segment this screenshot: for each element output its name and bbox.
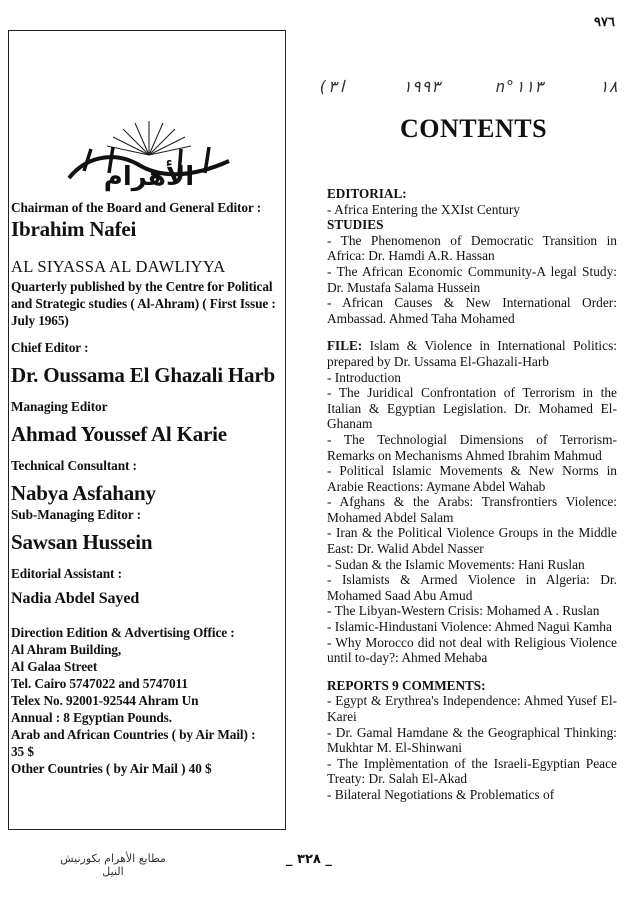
- handwritten-ref-2: ١٩٩٣: [401, 76, 441, 96]
- logo-text: الأهرام: [103, 162, 195, 192]
- chief-editor-label: Chief Editor :: [11, 340, 89, 355]
- toc-item: - The Implèmentation of the Israeli-Egyptian Peace Treaty: Dr. Salah El-Akad: [327, 755, 617, 787]
- toc-item: - Iran & the Political Violence Groups in the Middle East: Dr. Walid Abdel Nasser: [327, 525, 617, 557]
- office-line: Telex No. 92001-92544 Ahram Un: [11, 693, 199, 708]
- masthead-box: [8, 30, 286, 830]
- sub-managing-label: Sub-Managing Editor :: [11, 507, 141, 522]
- toc-item: - Islamists & Armed Violence in Algeria: Dr. Mohamed Saad Abu Amud: [327, 572, 617, 603]
- toc-item: - The Libyan-Western Crisis: Mohamed A . Ruslan: [327, 603, 600, 619]
- masthead-details: [11, 199, 283, 777]
- office-line: Annual : 8 Egyptian Pounds.: [11, 710, 172, 725]
- toc-item: - The Technologial Dimensions of Terrorism-Remarks on Mechanisms Ahmed Ibrahim Mahmud: [327, 431, 617, 463]
- file-section-intro: [327, 338, 617, 369]
- editorial-assistant-name: Nadia Abdel Sayed: [11, 590, 140, 607]
- publication-desc-3: July 1965): [11, 313, 69, 328]
- reports-heading: REPORTS 9 COMMENTS:: [327, 677, 486, 693]
- publication-name: AL SIYASSA AL DAWLIYYA: [11, 257, 226, 276]
- editorial-assistant-label: Editorial Assistant :: [11, 566, 122, 581]
- table-of-contents: [327, 186, 617, 803]
- toc-item: - Dr. Gamal Hamdane & the Geographical Thinking: Mukhtar M. El-Shinwani: [327, 724, 617, 756]
- toc-item: - Bilateral Negotiations & Problematics of: [327, 786, 555, 802]
- publication-desc-1: Quarterly published by the Centre for Political: [11, 279, 273, 294]
- toc-item: - Political Islamic Movements & New Norms in Arabie Reactions: Aymane Abdel Wahab: [327, 463, 617, 494]
- toc-item: - Egypt & Erythrea's Independence: Ahmed Yusef El-Karei: [327, 693, 617, 724]
- toc-item: - The Phenomenon of Democratic Transition in Africa: Dr. Hamdi A.R. Hassan: [327, 232, 617, 264]
- toc-item: - Islamic-Hindustani Violence: Ahmed Nagui Kamha: [327, 619, 612, 635]
- printer-imprint: مطابع الأهرام بكورنيش النيل: [60, 852, 166, 878]
- office-line: Tel. Cairo 5747022 and 5747011: [11, 676, 188, 691]
- editorial-heading: EDITORIAL:: [327, 186, 407, 201]
- al-ahram-logo: [29, 83, 269, 193]
- office-line: Al Galaa Street: [11, 659, 98, 674]
- office-line: Al Ahram Building,: [11, 642, 122, 657]
- top-page-number: ٩٧٦: [594, 14, 615, 29]
- technical-consultant-name: Nabya Asfahany: [11, 481, 156, 505]
- chairman-name: Ibrahim Nafei: [11, 217, 137, 241]
- toc-item: - Why Morocco did not deal with Religious Violence until to-day?: Ahmed Mehaba: [327, 634, 617, 666]
- handwritten-ref-3: n°١١٣: [495, 76, 544, 96]
- toc-item: - The Juridical Confrontation of Terrorism in the Italian & Egyptian Legislation. Dr. Mohamed El-Ghanam: [327, 385, 617, 432]
- office-label: Direction Edition & Advertising Office :: [11, 625, 235, 640]
- office-line: Other Countries ( by Air Mail ) 40 $: [11, 761, 212, 776]
- file-intro: Islam & Violence in International Politics: prepared by Dr. Ussama El-Ghazali-Harb: [327, 338, 617, 369]
- toc-item: - Introduction: [327, 369, 402, 385]
- handwritten-ref-1: (ا٣: [318, 76, 347, 96]
- handwritten-reference: [318, 66, 618, 106]
- studies-heading: STUDIES: [327, 217, 384, 233]
- chairman-label: Chairman of the Board and General Editor :: [11, 200, 262, 215]
- toc-item: - African Causes & New International Order: Ambassad. Ahmed Taha Mohamed: [327, 295, 617, 326]
- office-line: Arab and African Countries ( by Air Mail) :: [11, 727, 256, 742]
- technical-consultant-label: Technical Consultant :: [11, 458, 137, 473]
- managing-editor-name: Ahmad Youssef Al Karie: [11, 422, 227, 446]
- toc-item: - The African Economic Community-A legal Study: Dr. Mustafa Salama Hussein: [327, 263, 617, 295]
- toc-item: - Afghans & the Arabs: Transfrontiers Violence: Mohamed Abdel Salam: [327, 494, 617, 525]
- toc-item: - Sudan & the Islamic Movements: Hani Ruslan: [327, 556, 585, 572]
- handwritten-ref-4: ١٨: [598, 76, 618, 96]
- bottom-page-number: _ ٣٢٨ _: [286, 852, 332, 867]
- toc-item: - Africa Entering the XXIst Century: [327, 201, 520, 217]
- file-heading: FILE:: [327, 338, 363, 354]
- managing-editor-label: Managing Editor: [11, 399, 108, 414]
- publication-desc-2: and Strategic studies ( Al-Ahram) ( First Issue :: [11, 296, 276, 311]
- chief-editor-name: Dr. Oussama El Ghazali Harb: [11, 363, 275, 387]
- office-line: 35 $: [11, 744, 34, 759]
- sub-managing-name: Sawsan Hussein: [11, 530, 153, 554]
- contents-title: CONTENTS: [400, 114, 548, 143]
